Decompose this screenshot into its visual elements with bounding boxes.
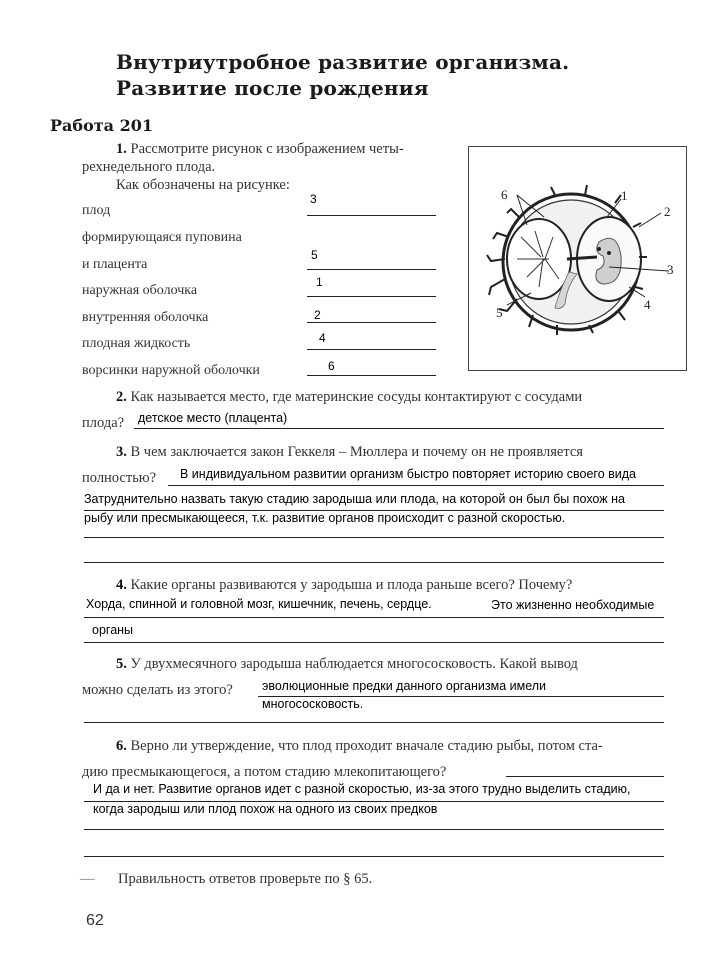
fetus-diagram-icon: [469, 147, 686, 370]
q1-answer-outer-membrane[interactable]: 1: [316, 275, 323, 289]
q1-text-line-1: 1. Рассмотрите рисунок с изображением четы-: [116, 141, 404, 157]
work-heading: Работа 201: [50, 116, 153, 135]
q1-answer-line-fetus[interactable]: [307, 215, 436, 216]
q1-answer-line-amniotic-fluid[interactable]: [307, 349, 436, 350]
q4-answer-rule-1[interactable]: [84, 617, 664, 618]
q1-number: 1.: [116, 141, 127, 157]
q1-answer-line-outer-membrane[interactable]: [307, 296, 436, 297]
q1-item-label-umbilical: формирующаяся пуповина: [82, 230, 242, 245]
q5-text-line-1: 5. У двухмесячного зародыша наблюдается многососковость. Какой вывод: [116, 656, 578, 672]
q6-answer-line-2[interactable]: когда зародыш или плод похож на одного из своих предков: [93, 802, 438, 816]
q1-answer-line-placenta[interactable]: [307, 269, 436, 270]
q3-text-line-2: полностью?: [82, 470, 157, 486]
figure-label-3: 3: [667, 262, 674, 277]
footer-dash: —: [80, 871, 95, 887]
q4-answer-line-1a[interactable]: Хорда, спинной и головной мозг, кишечник, печень, сердце.: [86, 597, 432, 611]
q2-number: 2.: [116, 389, 127, 405]
page-title-line-1: Внутриутробное развитие организма.: [116, 50, 570, 74]
q1-answer-line-inner-membrane[interactable]: [307, 322, 436, 323]
figure-label-4: 4: [644, 297, 651, 312]
q1-answer-line-villi[interactable]: [307, 375, 436, 376]
q3-answer-rule-4[interactable]: [84, 562, 664, 563]
figure-label-5: 5: [496, 305, 503, 320]
page-number: 62: [86, 912, 104, 929]
q1-item-label-placenta: и плацента: [82, 257, 148, 272]
q5-answer-rule-2[interactable]: [84, 722, 664, 723]
q6-answer-rule-3[interactable]: [84, 856, 664, 857]
q3-answer-line-2[interactable]: Затруднительно назвать такую стадию зародыша или плода, на которой он был бы похож на: [84, 492, 625, 506]
q4-answer-line-1b[interactable]: Это жизненно необходимые: [491, 598, 655, 612]
check-answers-note: Правильность ответов проверьте по § 65.: [118, 871, 373, 887]
q6-text-line-1: 6. Верно ли утверждение, что плод проходит вначале стадию рыбы, потом ста-: [116, 738, 603, 754]
figure-label-2: 2: [664, 204, 671, 219]
figure-label-6: 6: [501, 187, 508, 202]
q2-answer[interactable]: детское место (плацента): [138, 411, 288, 425]
q6-answer-rule-0[interactable]: [506, 776, 664, 777]
q1-answer-villi[interactable]: 6: [328, 359, 335, 373]
q1-item-label-fetus: плод: [82, 203, 111, 218]
q3-answer-rule-1[interactable]: [168, 485, 664, 486]
q3-answer-line-1[interactable]: В индивидуальном развитии организм быстро повторяет историю своего вида: [180, 467, 636, 481]
q2-text-line-1: 2. Как называется место, где материнские сосуды контактируют с сосудами: [116, 389, 583, 405]
q6-answer-rule-2[interactable]: [84, 829, 664, 830]
figure-label-1: 1: [621, 188, 628, 203]
q1-item-label-amniotic-fluid: плодная жидкость: [82, 336, 191, 351]
q6-answer-line-1[interactable]: И да и нет. Развитие органов идет с разной скоростью, из-за этого трудно выделить стадию,: [93, 782, 631, 796]
q1-answer-amniotic-fluid[interactable]: 4: [319, 331, 326, 345]
q6-text-line-2: дию пресмыкающегося, а потом стадию млекопитающего?: [82, 764, 447, 780]
q4-text: 4. Какие органы развиваются у зародыша и плода раньше всего? Почему?: [116, 577, 573, 593]
q1-answer-inner-membrane[interactable]: 2: [314, 308, 321, 322]
q3-number: 3.: [116, 444, 127, 460]
q1-item-label-outer-membrane: наружная оболочка: [82, 283, 198, 298]
q3-text-line-1: 3. В чем заключается закон Геккеля – Мюллера и почему он не проявляется: [116, 444, 583, 460]
fetus-figure: [468, 146, 687, 371]
q4-answer-line-2[interactable]: органы: [92, 623, 134, 637]
q5-answer-line-2[interactable]: многососковость.: [262, 697, 364, 711]
q5-answer-line-1[interactable]: эволюционные предки данного организма имели: [262, 679, 547, 693]
q1-answer-fetus[interactable]: 3: [310, 192, 317, 206]
page-title-line-2: Развитие после рождения: [116, 76, 429, 100]
q3-answer-rule-3[interactable]: [84, 537, 664, 538]
q1-answer-placenta[interactable]: 5: [311, 248, 318, 262]
q1-text-line-2: рехнедельного плода.: [82, 159, 216, 175]
q2-text-line-2: плода?: [82, 415, 125, 431]
q2-answer-line[interactable]: [134, 428, 664, 429]
q3-answer-line-3[interactable]: рыбу или пресмыкающееся, т.к. развитие органов происходит с разной скоростью.: [84, 511, 566, 525]
q1-item-label-villi: ворсинки наружной оболочки: [82, 363, 260, 378]
q5-text-line-2: можно сделать из этого?: [82, 682, 233, 698]
q1-prompt: Как обозначены на рисунке:: [116, 177, 290, 193]
q4-number: 4.: [116, 577, 127, 593]
q6-number: 6.: [116, 738, 127, 754]
q4-answer-rule-2[interactable]: [84, 642, 664, 643]
q5-number: 5.: [116, 656, 127, 672]
q1-item-label-inner-membrane: внутренняя оболочка: [82, 310, 209, 325]
